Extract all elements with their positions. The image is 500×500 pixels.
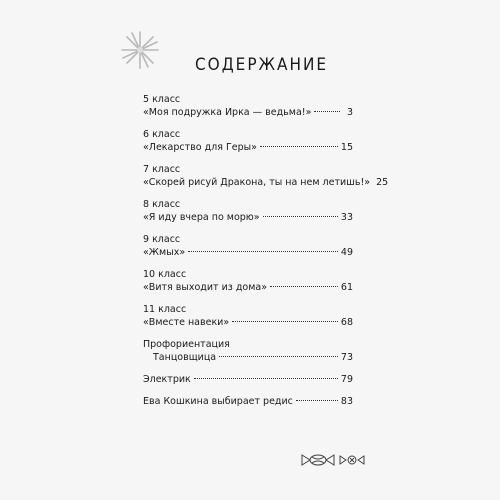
toc-entry[interactable] [143, 268, 353, 294]
sparkle-star-icon [120, 30, 160, 70]
dot-leader [188, 251, 338, 252]
toc-group-label: Профориентация [143, 339, 230, 350]
toc-entry-title: Танцовщица [153, 352, 217, 363]
toc-page-number: 68 [340, 317, 353, 328]
toc-entry[interactable] [143, 198, 353, 224]
toc-entry-title: «Скорей рисуй Дракона, ты на нем летишь!» [143, 177, 371, 188]
toc-page-number: 73 [340, 352, 353, 363]
toc-heading: СОДЕРЖАНИЕ [195, 55, 329, 75]
toc-entry-title: «Лекарство для Геры» [143, 142, 257, 153]
dot-leader [260, 146, 338, 147]
toc-entry-title: «Витя выходит из дома» [143, 282, 268, 293]
toc-group-label: 7 класс [143, 164, 181, 175]
toc-entry[interactable] [143, 303, 353, 329]
toc-entry[interactable] [143, 128, 353, 154]
toc-entry[interactable] [143, 373, 353, 386]
candy-ornament-icon [300, 452, 370, 468]
toc-entry-title: Электрик [143, 374, 191, 385]
toc-group-label: 11 класс [143, 304, 187, 315]
toc-group-label: 9 класс [143, 234, 181, 245]
dot-leader [194, 378, 338, 379]
toc-page-number: 15 [340, 142, 353, 153]
toc-entry-title: «Вместе навеки» [143, 317, 230, 328]
toc-page-number: 79 [340, 374, 353, 385]
dot-leader [219, 356, 338, 357]
dot-leader [263, 216, 338, 217]
toc-entry-title: «Я иду вчера по морю» [143, 212, 260, 223]
toc-group-label: 6 класс [143, 129, 181, 140]
dot-leader [270, 286, 338, 287]
toc-entry-title: Ева Кошкина выбирает редис [143, 396, 293, 407]
toc-entry[interactable] [143, 233, 353, 259]
table-of-contents [143, 93, 389, 408]
dot-leader [296, 400, 338, 401]
toc-group-label: 5 класс [143, 94, 181, 105]
toc-page-number: 3 [346, 107, 353, 118]
toc-entry[interactable] [143, 395, 353, 408]
toc-page-number: 25 [376, 177, 389, 188]
toc-page-number: 33 [340, 212, 353, 223]
toc-entry[interactable] [143, 338, 353, 364]
dot-leader [232, 321, 338, 322]
toc-page-number: 61 [340, 282, 353, 293]
toc-page-number: 83 [340, 396, 353, 407]
dot-leader [314, 111, 340, 112]
toc-entry-title: «Моя подружка Ирка — ведьма!» [143, 107, 312, 118]
toc-entry-title: «Жмых» [143, 247, 186, 258]
toc-group-label: 8 класс [143, 199, 181, 210]
toc-group-label: 10 класс [143, 269, 187, 280]
toc-page-number: 49 [340, 247, 353, 258]
toc-entry[interactable] [143, 163, 389, 189]
toc-entry[interactable] [143, 93, 353, 119]
